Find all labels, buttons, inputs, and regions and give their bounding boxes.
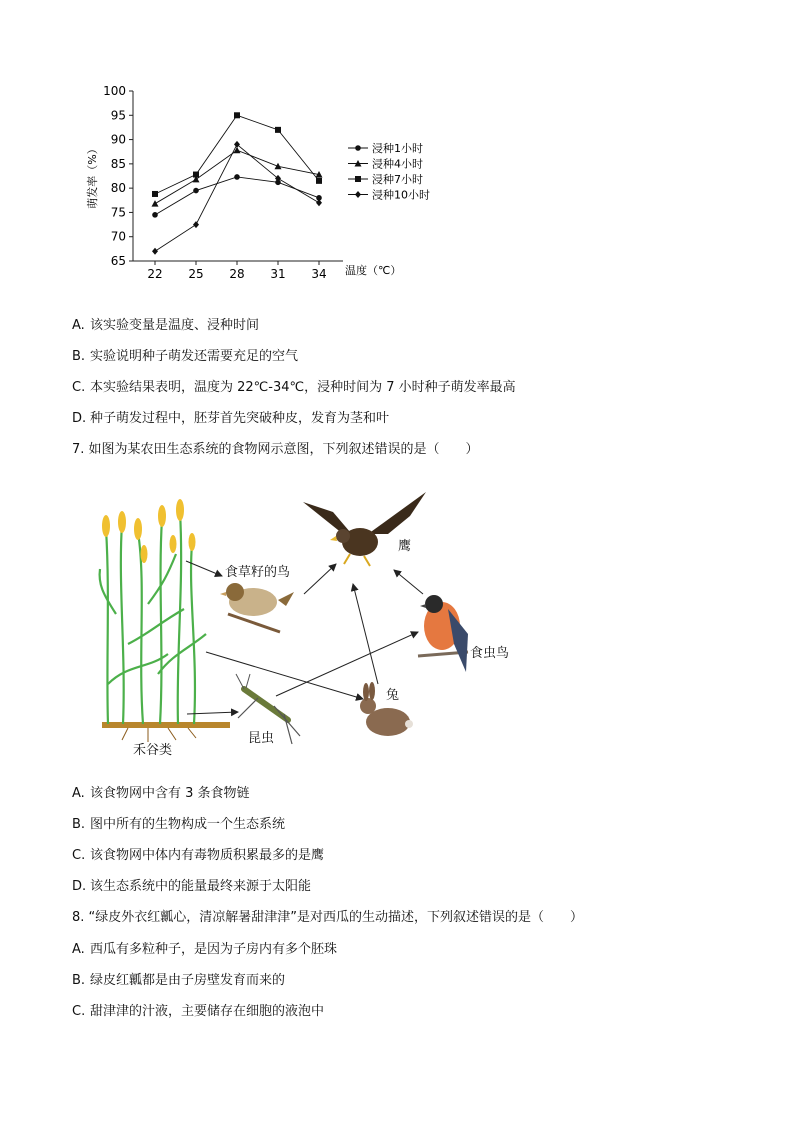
label-insect: 昆虫 xyxy=(248,731,275,746)
y-tick-label: 85 xyxy=(110,156,126,171)
data-point xyxy=(193,172,199,178)
label-grain: 禾谷类 xyxy=(133,743,173,758)
label-insect-eating-bird: 食虫鸟 xyxy=(470,646,510,661)
q8-option-a: A. 西瓜有多粒种子，是因为子房内有多个胚珠 xyxy=(72,942,338,957)
y-axis-label: 萌发率（%） xyxy=(86,143,99,209)
legend-item xyxy=(348,172,423,186)
y-tick-label: 70 xyxy=(110,229,126,244)
q8-option-c: C. 甜津津的汁液，主要储存在细胞的液泡中 xyxy=(72,1004,325,1019)
q8-option-b: B. 绿皮红瓤都是由子房壁发育而来的 xyxy=(72,973,286,988)
q7-option-c: C. 该食物网中体内有毒物质积累最多的是鹰 xyxy=(72,848,325,863)
q6-option-c: C. 本实验结果表明，温度为 22℃-34℃，浸种时间为 7 小时种子萌发率最高 xyxy=(72,380,516,395)
data-point xyxy=(193,188,199,194)
chart-legend xyxy=(348,141,430,202)
q7-stem: 7. 如图为某农田生态系统的食物网示意图，下列叙述错误的是（ ） xyxy=(72,442,479,457)
series-line xyxy=(155,144,319,251)
series-4 xyxy=(152,141,322,255)
seed-eating-bird-illustration xyxy=(220,583,294,632)
x-tick-label: 25 xyxy=(188,267,204,281)
label-rabbit: 兔 xyxy=(386,688,400,703)
series-1 xyxy=(152,174,322,217)
legend-label: 浸种7小时 xyxy=(372,173,423,186)
label-seed-eating-bird: 食草籽的鸟 xyxy=(225,565,291,580)
legend-item xyxy=(348,188,430,202)
y-tick-label: 95 xyxy=(110,108,126,123)
legend-item xyxy=(348,141,423,155)
q6-option-a: A. 该实验变量是温度、浸种时间 xyxy=(72,318,260,333)
x-tick-label: 31 xyxy=(270,267,286,281)
y-tick-label: 90 xyxy=(110,132,126,147)
x-tick-label: 34 xyxy=(311,267,327,281)
q6-option-b: B. 实验说明种子萌发还需要充足的空气 xyxy=(72,349,299,364)
data-point xyxy=(234,174,240,180)
x-tick-label: 28 xyxy=(229,267,245,281)
data-point xyxy=(152,248,158,255)
q6-option-d: D. 种子萌发过程中，胚芽首先突破种皮，发育为茎和叶 xyxy=(72,411,390,426)
data-point xyxy=(234,112,240,118)
data-point xyxy=(152,191,158,197)
data-point xyxy=(275,127,281,133)
x-axis-label: 温度（℃） xyxy=(345,264,402,277)
series-3 xyxy=(152,112,322,197)
y-tick-label: 75 xyxy=(110,205,126,220)
food-web-figure xyxy=(88,484,538,766)
y-tick-label: 100 xyxy=(103,84,126,98)
data-point xyxy=(316,199,322,206)
data-point xyxy=(152,200,159,207)
legend-marker xyxy=(355,191,361,198)
legend-label: 浸种10小时 xyxy=(372,188,430,202)
q7-option-d: D. 该生态系统中的能量最终来源于太阳能 xyxy=(72,879,312,894)
q7-option-a: A. 该食物网中含有 3 条食物链 xyxy=(72,786,250,801)
q7-option-b: B. 图中所有的生物构成一个生态系统 xyxy=(72,817,286,832)
data-point xyxy=(234,141,240,148)
data-point xyxy=(316,178,322,184)
germination-line-chart xyxy=(78,78,438,283)
data-point xyxy=(193,221,199,228)
grain-plants-illustration xyxy=(100,499,230,742)
series-line xyxy=(155,115,319,194)
label-eagle: 鹰 xyxy=(398,539,412,554)
legend-label: 浸种4小时 xyxy=(372,157,423,171)
data-point xyxy=(152,212,158,218)
y-tick-label: 65 xyxy=(110,254,126,268)
legend-marker xyxy=(355,145,361,151)
legend-marker xyxy=(355,176,361,182)
eagle-illustration xyxy=(303,492,426,566)
legend-item xyxy=(348,157,423,171)
q8-stem: 8. “绿皮外衣红瓤心，清凉解暑甜津津”是对西瓜的生动描述，下列叙述错误的是（ ） xyxy=(72,910,584,925)
legend-label: 浸种1小时 xyxy=(372,142,423,155)
y-tick-label: 80 xyxy=(110,181,126,196)
data-point xyxy=(275,163,282,170)
insect-eating-bird-illustration xyxy=(418,595,468,672)
x-tick-label: 22 xyxy=(147,267,163,281)
